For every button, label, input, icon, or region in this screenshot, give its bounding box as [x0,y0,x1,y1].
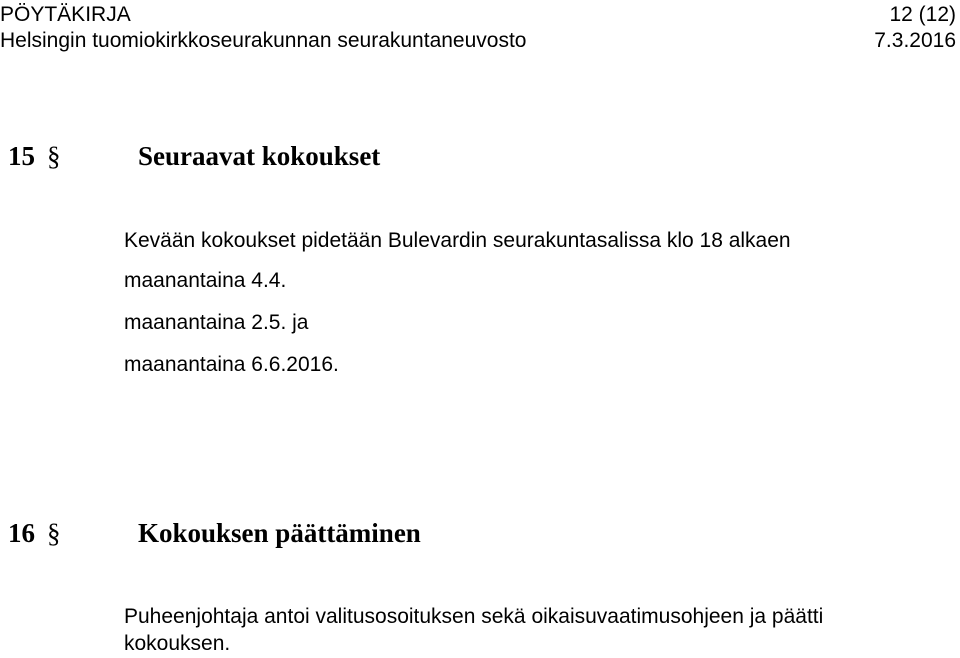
paragraph-line: maanantaina 4.4. [124,269,287,292]
section-number: 16 [8,518,35,548]
meeting-date: 7.3.2016 [874,29,956,52]
section-title: Kokouksen päättäminen [138,518,421,548]
paragraph-line: kokouksen. [124,632,231,655]
paragraph-line: maanantaina 6.6.2016. [124,353,339,376]
section-sign: § [47,518,61,548]
page-number: 12 (12) [889,3,956,26]
section-sign: § [47,141,61,171]
organization-name: Helsingin tuomiokirkkoseurakunnan seurakuntaneuvosto [0,29,527,52]
document-type: PÖYTÄKIRJA [0,3,131,26]
paragraph-line: Puheenjohtaja antoi valitusosoituksen sekä oikaisuvaatimusohjeen ja päätti [124,605,824,628]
paragraph-line: maanantaina 2.5. ja [124,311,309,334]
section-number: 15 [8,141,35,171]
paragraph-line: Kevään kokoukset pidetään Bulevardin seurakuntasalissa klo 18 alkaen [124,229,791,252]
section-title: Seuraavat kokoukset [138,141,381,171]
